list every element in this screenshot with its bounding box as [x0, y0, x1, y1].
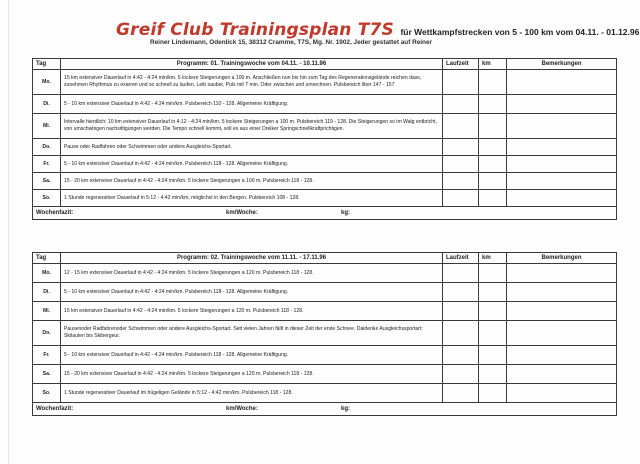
- day-label: Mo.: [33, 70, 61, 95]
- col-tag-header: Tag: [33, 59, 61, 70]
- page-title: Greif Club Trainingsplan T7S: [116, 20, 394, 40]
- bemerkungen-cell[interactable]: [507, 283, 617, 302]
- km-cell[interactable]: [479, 365, 507, 384]
- km-cell[interactable]: [479, 283, 507, 302]
- program-text: 5 - 10 km extensiver Dauerlauf in 4:42 - 4:24 min/km. Pulsbereich 110 - 128. Allgemeine Kräftigung.: [61, 95, 443, 114]
- table-row: [33, 321, 617, 346]
- col-tag-header: Tag: [33, 253, 61, 264]
- program-text: 15 km extensiver Dauerlauf in 4:42 - 4:24 min/km. 5 lockere Steigerungen a 120 m. Pulsbereich 118 - 128.: [61, 302, 443, 321]
- table-row: [33, 384, 617, 403]
- col-bemerkungen-header: Bemerkungen: [507, 59, 617, 70]
- km-cell[interactable]: [479, 173, 507, 190]
- kg-label: kg:: [341, 405, 350, 412]
- day-label: So.: [33, 384, 61, 403]
- km-cell[interactable]: [479, 302, 507, 321]
- week1-heading: Programm: 01. Trainingswoche vom 04.11. - 10.11.96: [61, 59, 443, 70]
- table-row: [33, 302, 617, 321]
- day-label: Fr.: [33, 346, 61, 365]
- col-laufzeit-header: Laufzeit: [443, 59, 479, 70]
- laufzeit-cell[interactable]: [443, 365, 479, 384]
- col-km-header: km: [479, 59, 507, 70]
- table-header-row: [33, 253, 617, 264]
- program-text: Pause oder Radfahren oder Schwimmen oder andere Ausgleichs-Sportart.: [61, 139, 443, 156]
- day-label: Fr.: [33, 156, 61, 173]
- laufzeit-cell[interactable]: [443, 95, 479, 114]
- km-cell[interactable]: [479, 384, 507, 403]
- laufzeit-cell[interactable]: [443, 283, 479, 302]
- col-km-header: km: [479, 253, 507, 264]
- km-cell[interactable]: [479, 114, 507, 139]
- week-summary-cell: [33, 403, 617, 416]
- laufzeit-cell[interactable]: [443, 346, 479, 365]
- laufzeit-cell[interactable]: [443, 302, 479, 321]
- bemerkungen-cell[interactable]: [507, 114, 617, 139]
- week-summary-cell: [33, 207, 617, 220]
- program-text: 15 km extensiver Dauerlauf in 4:42 - 4:24 min/km. 5 lockere Steigerungen a 100 m. Anschließen nun bis hin zum Tag des Regenerationsgelände reichen dass, zunehmen Rhythmus zu exarren und so schnell zu laufen. Leib sauber, Puls mit 7 min. Oder zwischen und umrechnen. Pulsbereich liber 147 - 157: [61, 70, 443, 95]
- week-summary-row: [33, 403, 617, 416]
- week1-table: [32, 58, 617, 220]
- day-label: Do.: [33, 139, 61, 156]
- bemerkungen-cell[interactable]: [507, 365, 617, 384]
- program-text: 1 Stunde regenerativer Dauerlauf im hügeligen Gelände in 5:12 - 4:42 min/km. Pulsbereich 118 - 128.: [61, 384, 443, 403]
- table-row: [33, 283, 617, 302]
- laufzeit-cell[interactable]: [443, 156, 479, 173]
- bemerkungen-cell[interactable]: [507, 139, 617, 156]
- bemerkungen-cell[interactable]: [507, 190, 617, 207]
- laufzeit-cell[interactable]: [443, 114, 479, 139]
- day-label: Di.: [33, 283, 61, 302]
- day-label: Mi.: [33, 114, 61, 139]
- program-text: Intervalle hierdlich: 10 km extensiver Dauerlauf in 4:12 - 4:24 min/km. 5 lockere Steigerungen a 100 m. Pulsbereich 119 - 128. Die Steigerungen so im Walg entbricht, von umschwingen nachsittigungen werden. Die Tempo schnell kommt, soll es aus einer Dreiker Springschnellkraftprichtigen.: [61, 114, 443, 139]
- day-label: Do.: [33, 321, 61, 346]
- title-row: [116, 20, 639, 40]
- laufzeit-cell[interactable]: [443, 70, 479, 95]
- km-woche-label: km/Woche:: [226, 209, 258, 216]
- table-row: [33, 365, 617, 384]
- program-text: 1 Stunde regenerativer Dauerlauf in 5:12 - 4:42 min/km, möglichst in den Bergen. Pulsbereich 108 - 128.: [61, 190, 443, 207]
- laufzeit-cell[interactable]: [443, 264, 479, 283]
- bemerkungen-cell[interactable]: [507, 95, 617, 114]
- program-text: 15 - 20 km extensiver Dauerlauf in 4:42 - 4:24 min/km. 5 lockere Steigerungen a 120 m. Pulsbereich 118 - 128.: [61, 365, 443, 384]
- bemerkungen-cell[interactable]: [507, 70, 617, 95]
- bemerkungen-cell[interactable]: [507, 384, 617, 403]
- table-row: [33, 346, 617, 365]
- table-row: [33, 114, 617, 139]
- bemerkungen-cell[interactable]: [507, 321, 617, 346]
- km-cell[interactable]: [479, 156, 507, 173]
- km-cell[interactable]: [479, 264, 507, 283]
- table-header-row: [33, 59, 617, 70]
- day-label: Di.: [33, 95, 61, 114]
- bemerkungen-cell[interactable]: [507, 264, 617, 283]
- day-label: Sa.: [33, 365, 61, 384]
- kg-label: kg:: [341, 209, 350, 216]
- km-cell[interactable]: [479, 321, 507, 346]
- wochenfazit-label: Wochenfazit:: [36, 405, 74, 412]
- bemerkungen-cell[interactable]: [507, 346, 617, 365]
- program-text: 15 - 20 km extensiver Dauerlauf in 4:42 - 4:24 min/km. 5 lockere Steigerungen a 100 m. Pulsbereich 118 - 128.: [61, 173, 443, 190]
- wochenfazit-label: Wochenfazit:: [36, 209, 74, 216]
- page-edge: [8, 0, 9, 464]
- program-text: 5 - 10 km extensiver Dauerlauf in 4:42 - 4:24 min/km. Pulsbereich 118 - 128. Allgemeine Kräftigung.: [61, 283, 443, 302]
- bemerkungen-cell[interactable]: [507, 173, 617, 190]
- week-summary-row: [33, 207, 617, 220]
- document-header: [0, 0, 640, 54]
- bemerkungen-cell[interactable]: [507, 302, 617, 321]
- program-text: 5 - 10 km extensiver Dauerlauf in 4:42 - 4:24 min/km. Pulsbereich 118 - 128. Allgemeine Kräftigung.: [61, 346, 443, 365]
- day-label: Mi.: [33, 302, 61, 321]
- laufzeit-cell[interactable]: [443, 321, 479, 346]
- km-cell[interactable]: [479, 95, 507, 114]
- day-label: Mo.: [33, 264, 61, 283]
- program-text: 5 - 10 km extensiver Dauerlauf in 4:42 - 4:24 min/km. Pulsbereich 118 - 128. Allgemeine Kräftigung.: [61, 156, 443, 173]
- km-cell[interactable]: [479, 190, 507, 207]
- km-cell[interactable]: [479, 139, 507, 156]
- week2-table: [32, 252, 617, 416]
- table-row: [33, 95, 617, 114]
- day-label: So.: [33, 190, 61, 207]
- day-label: Sa.: [33, 173, 61, 190]
- laufzeit-cell[interactable]: [443, 384, 479, 403]
- table-row: [33, 70, 617, 95]
- col-laufzeit-header: Laufzeit: [443, 253, 479, 264]
- km-cell[interactable]: [479, 70, 507, 95]
- table-row: [33, 264, 617, 283]
- km-cell[interactable]: [479, 346, 507, 365]
- laufzeit-cell[interactable]: [443, 139, 479, 156]
- bemerkungen-cell[interactable]: [507, 156, 617, 173]
- table-row: [33, 156, 617, 173]
- km-woche-label: km/Woche:: [226, 405, 258, 412]
- table-row: [33, 139, 617, 156]
- col-bemerkungen-header: Bemerkungen: [507, 253, 617, 264]
- table-row: [33, 190, 617, 207]
- laufzeit-cell[interactable]: [443, 173, 479, 190]
- table-row: [33, 173, 617, 190]
- page-subtitle: für Wettkampfstrecken von 5 - 100 km vom 04.11. - 01.12.96: [400, 27, 640, 37]
- laufzeit-cell[interactable]: [443, 190, 479, 207]
- program-text: Pausenoder Radfahrenoder Schwimmen oder andere Ausgleichs-Sportart. Seit vielen Jahren fällt in dieser Zeit der erste Schnee. Daidenke Ausgleichssportart: Skilauten bis Skibergeur.: [61, 321, 443, 346]
- week2-heading: Programm: 02. Trainingswoche vom 11.11. - 17.11.96: [61, 253, 443, 264]
- author-line: Reiner Lindemann, Odenlick 15, 38312 Cramme, T7S, Mg. Nr. 1902, Jeder gestattet auf Reiner: [150, 39, 433, 46]
- program-text: 12 - 15 km extensiver Dauerlauf in 4:42 - 4:24 min/km. 5 lockere Steigerungen a 120 m. Pulsbereich 118 - 128.: [61, 264, 443, 283]
